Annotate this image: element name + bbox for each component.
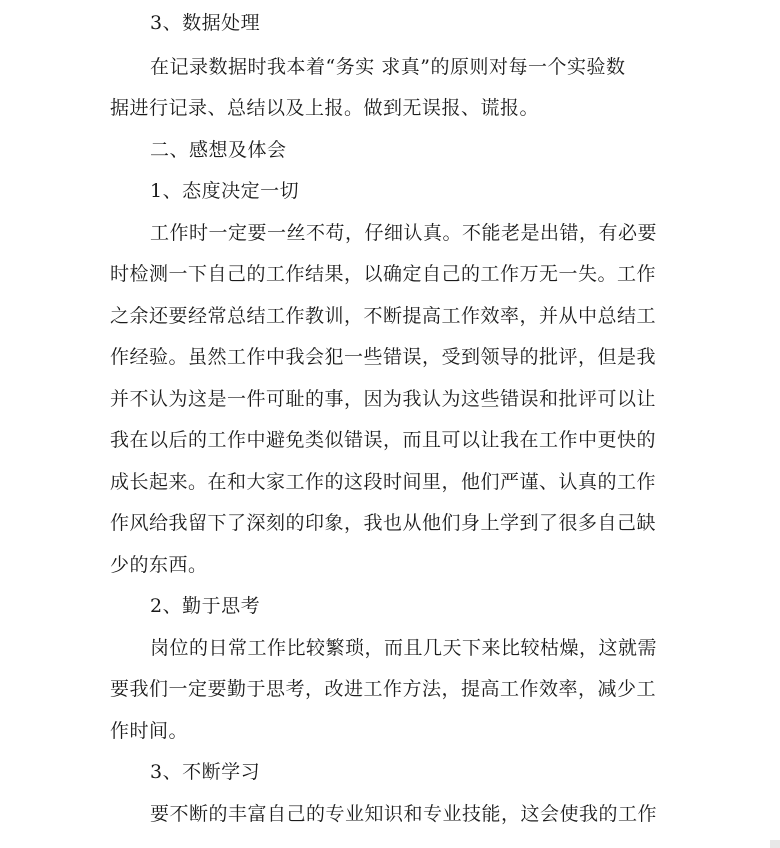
- page-corner-mark: [770, 840, 780, 848]
- paragraph-line: 作经验。虽然工作中我会犯一些错误，受到领导的批评，但是我: [110, 346, 657, 368]
- paragraph-line: 时检测一下自己的工作结果，以确定自己的工作万无一失。工作: [110, 263, 657, 285]
- paragraph-line: 并不认为这是一件可耻的事，因为我认为这些错误和批评可以让: [110, 388, 657, 410]
- paragraph-line: 成长起来。在和大家工作的这段时间里，他们严谨、认真的工作: [110, 471, 657, 493]
- paragraph-line: 据进行记录、总结以及上报。做到无误报、谎报。: [110, 97, 540, 119]
- paragraph-line: 作风给我留下了深刻的印象，我也从他们身上学到了很多自己缺: [110, 512, 657, 534]
- paragraph-line: 之余还要经常总结工作教训，不断提高工作效率，并从中总结工: [110, 305, 657, 327]
- paragraph-line: 作时间。: [110, 720, 189, 742]
- paragraph-line: 我在以后的工作中避免类似错误，而且可以让我在工作中更快的: [110, 429, 657, 451]
- paragraph-line: 工作时一定要一丝不苟，仔细认真。不能老是出错，有必要: [150, 222, 658, 244]
- paragraph-line: 要我们一定要勤于思考，改进工作方法，提高工作效率，减少工: [110, 678, 657, 700]
- paragraph-line: 要不断的丰富自己的专业知识和专业技能，这会使我的工作: [150, 803, 658, 825]
- section-heading-reflections: 二、感想及体会: [150, 139, 287, 161]
- section-heading-data-processing: 3、数据处理: [150, 12, 261, 34]
- paragraph-line: 少的东西。: [110, 554, 208, 576]
- paragraph-line: 岗位的日常工作比较繁琐，而且几天下来比较枯燥，这就需: [150, 637, 658, 659]
- subsection-heading-thinking: 2、勤于思考: [150, 595, 261, 617]
- subsection-heading-learning: 3、不断学习: [150, 761, 261, 783]
- subsection-heading-attitude: 1、态度决定一切: [150, 180, 300, 202]
- paragraph-line: 在记录数据时我本着“务实 求真”的原则对每一个实验数: [150, 56, 626, 78]
